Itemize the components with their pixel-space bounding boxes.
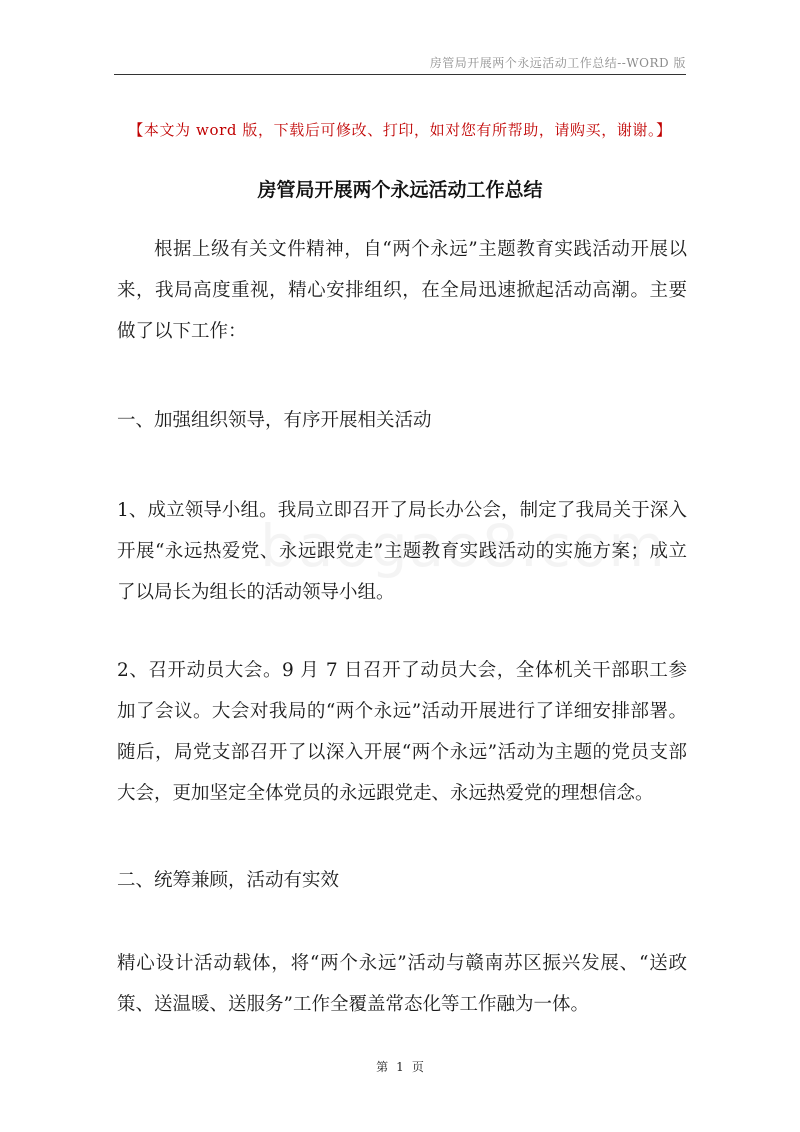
closing-paragraph: 精心设计活动载体，将“两个永远”活动与赣南苏区振兴发展、“送政策、送温暖、送服务”工作全覆盖常态化等工作融为一体。	[117, 953, 687, 1015]
section-heading-2: 二、统筹兼顾，活动有实效	[117, 870, 340, 891]
document-title: 房管局开展两个永远活动工作总结	[257, 179, 543, 201]
page-suffix: 页	[411, 1060, 424, 1074]
intro-paragraph: 根据上级有关文件精神，自“两个永远”主题教育实践活动开展以来，我局高度重视，精心安排组织，在全局迅速掀起活动高潮。主要做了以下工作：	[117, 239, 687, 342]
purchase-notice: 【本文为 word 版，下载后可修改、打印，如对您有所帮助，请购买，谢谢。】	[128, 121, 672, 139]
page-number: 1	[396, 1060, 404, 1074]
paragraph-item-1: 1、成立领导小组。我局立即召开了局长办公会，制定了我局关于深入开展“永远热爱党、永远跟党走”主题教育实践活动的实施方案；成立了以局长为组长的活动领导小组。	[117, 500, 687, 603]
page-footer	[0, 1058, 800, 1075]
section-heading-1: 一、加强组织领导，有序开展相关活动	[117, 410, 432, 431]
running-header: 房管局开展两个永远活动工作总结--WORD 版	[429, 56, 686, 70]
paragraph-item-2: 2、召开动员大会。9 月 7 日召开了动员大会，全体机关干部职工参加了会议。大会对我局的“两个永远”活动开展进行了详细安排部署。随后，局党支部召开了以深入开展“两个永远”活动为主题的党员支部大会，更加坚定全体党员的永远跟党走、永远热爱党的理想信念。	[117, 660, 687, 804]
page-prefix: 第	[376, 1060, 389, 1074]
header-divider	[114, 74, 686, 75]
